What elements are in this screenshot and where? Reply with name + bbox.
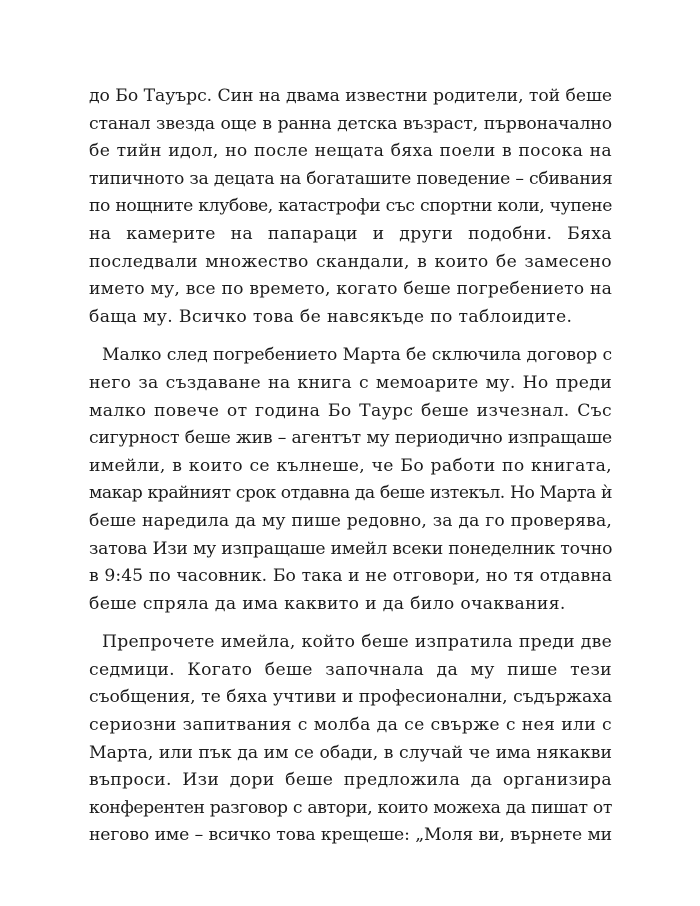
paragraph-3: [89, 629, 612, 850]
paragraph-2: [89, 342, 612, 618]
text-line: бе тийн идол, но после нещата бяха поели в посока на: [89, 141, 612, 162]
text-line: името му, все по времето, когато беше погребението на: [89, 279, 613, 300]
text-line: седмици. Когато беше започнала да му пише тези: [89, 659, 612, 680]
text-line: Марта, или пък да им се обади, в случай че има някакви: [89, 742, 612, 763]
text-line: въпроси. Изи дори беше предложила да организира: [89, 770, 612, 791]
text-line: типичното за децата на богаташите поведение – сбивания: [89, 168, 613, 189]
text-line: имейли, в които се кълнеше, че Бо работи по книгата,: [89, 455, 612, 476]
text-line: затова Изи му изпращаше имейл всеки понеделник точно: [89, 538, 613, 559]
text-line: беше спряла да има каквито и да било очаквания.: [89, 593, 566, 614]
text-line: последвали множество скандали, в които бе замесено: [89, 251, 612, 272]
text-line: Малко след погребението Марта бе сключила договор с: [102, 345, 613, 366]
text-line: на камерите на папараци и други подобни. Бяха: [89, 223, 612, 244]
text-line: макар крайният срок отдавна да беше изтекъл. Но Марта ѝ: [89, 483, 612, 504]
paragraph-1: [89, 83, 612, 331]
text-line: конферентен разговор с автори, които можеха да пишат от: [89, 797, 612, 818]
text-line: съобщения, те бяха учтиви и професионални, съдържаха: [89, 687, 613, 708]
text-line: беше наредила да му пише редовно, за да го проверява,: [89, 510, 612, 531]
text-line: сериозни запитвания с молба да се свърже с нея или с: [89, 715, 612, 736]
text-line: по нощните клубове, катастрофи със спортни коли, чупене: [89, 196, 612, 217]
text-line: в 9:45 по часовник. Бо така и не отговори, но тя отдавна: [89, 566, 612, 587]
text-line: малко повече от година Бо Таурс беше изчезнал. Със: [89, 400, 612, 421]
text-line: него за създаване на книга с мемоарите му. Но преди: [89, 372, 612, 393]
text-line: сигурност беше жив – агентът му периодично изпращаше: [89, 428, 612, 449]
text-line: Препрочете имейла, който беше изпратила преди две: [102, 632, 612, 653]
book-page: [89, 83, 612, 861]
text-line: баща му. Всичко това бе навсякъде по таблоидите.: [89, 306, 573, 327]
text-line: до Бо Тауърс. Син на двама известни родители, той беше: [89, 86, 612, 106]
text-line: станал звезда още в ранна детска възраст, първоначално: [89, 113, 612, 134]
text-line: негово име – всичко това крещеше: „Моля ви, върнете ми: [89, 825, 612, 846]
